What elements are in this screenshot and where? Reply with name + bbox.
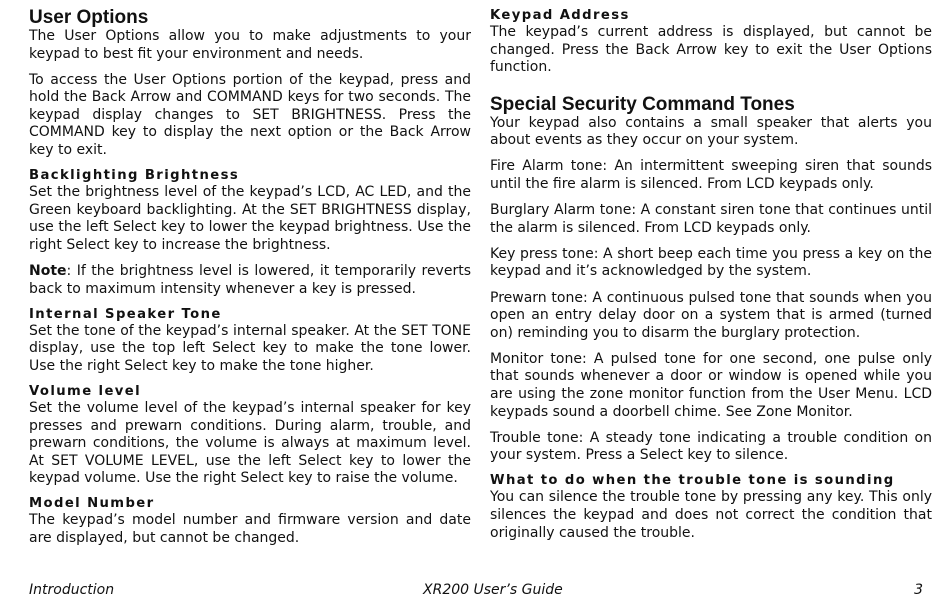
volume-text: Set the volume level of the keypad’s internal speaker for key presses and prewarn conditions. During alarm, trouble, and prewarn conditions, the volume is always at maximum level. At SET VOLUME LEVEL, use the left Select key to lower the keypad volume. Use the right Select key to raise the volume. [29, 400, 471, 487]
user-options-intro: The User Options allow you to make adjustments to your keypad to best fit your environment and needs. [29, 28, 471, 62]
speaker-tone-heading: Internal Speaker Tone [29, 306, 222, 322]
brightness-note [29, 263, 471, 298]
model-number-heading: Model Number [29, 496, 155, 512]
right-column [490, 8, 932, 542]
trouble-tone: Trouble tone: A steady tone indicating a trouble condition on your system. Press a Select key to silence. [490, 429, 932, 464]
monitor-tone: Monitor tone: A pulsed tone for one second, one pulse only that sounds whenever a door or window is opened while you are using the zone monitor function from the User Menu. LCD keypads sound a doorbell chime. See Zone Monitor. [490, 350, 932, 420]
user-options-access-text: To access the User Options portion of the keypad, press and hold the Back Arrow and COMMAND keys for two seconds. The keypad display changes to SET BRIGHTNESS. Press the COMMAND key to display the next option or the Back Arrow key to exit. [29, 71, 471, 159]
keypad-address-text: The keypad’s current address is displayed, but cannot be changed. Press the Back Arrow key to exit the User Options function. [490, 24, 932, 76]
trouble-tone-heading: What to do when the trouble tone is sounding [490, 473, 895, 489]
note-label: Note [29, 263, 67, 280]
footer-section: Introduction [29, 582, 115, 598]
prewarn-tone: Prewarn tone: A continuous pulsed tone that sounds when you open an entry delay door on a system that is armed (turned on) reminding you to disarm the burglary protection. [490, 289, 932, 341]
key-press-tone: Key press tone: A short beep each time you press a key on the keypad and it’s acknowledged by the system. [490, 245, 932, 280]
burglary-alarm-tone: Burglary Alarm tone: A constant siren tone that continues until the alarm is silenced. From LCD keypads only. [490, 202, 932, 236]
speaker-tone-text: Set the tone of the keypad’s internal speaker. At the SET TONE display, use the top left Select key to make the tone lower. Use the right Select key to make the tone higher. [29, 322, 471, 374]
security-tones-intro: Your keypad also contains a small speaker that alerts you about events as they occur on your system. [490, 114, 932, 149]
keypad-address-heading: Keypad Address [490, 8, 630, 23]
left-column [29, 8, 471, 548]
fire-alarm-tone: Fire Alarm tone: An intermittent sweeping siren that sounds until the fire alarm is silenced. From LCD keypads only. [490, 158, 932, 193]
volume-heading: Volume level [29, 384, 142, 399]
user-options-title: User Options [29, 7, 149, 28]
security-tones-title: Special Security Command Tones [490, 93, 795, 115]
backlighting-text: Set the brightness level of the keypad’s LCD, AC LED, and the Green keyboard backlighting. At the SET BRIGHTNESS display, use the left Select key to lower the keypad brightness. Use the right Select key to increase the brightness. [29, 184, 471, 253]
page-footer [29, 582, 923, 600]
trouble-tone-text: You can silence the trouble tone by pressing any key. This only silences the keypad and does not correct the condition that originally caused the trouble. [490, 489, 932, 541]
backlighting-heading: Backlighting Brightness [29, 168, 240, 184]
model-number-text: The keypad’s model number and firmware version and date are displayed, but cannot be changed. [29, 512, 471, 547]
page-number: 3 [914, 582, 923, 598]
footer-guide-title: XR200 User’s Guide [423, 582, 563, 598]
note-text: : If the brightness level is lowered, it temporarily reverts back to maximum intensity whenever a key is pressed. [29, 263, 471, 297]
